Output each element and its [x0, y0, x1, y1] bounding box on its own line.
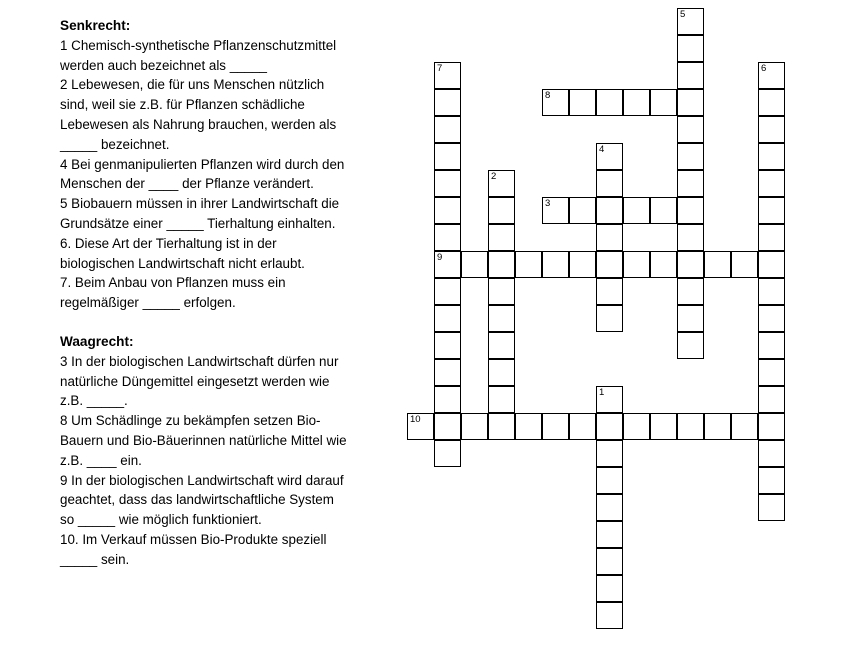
across-clue-9: 9 In der biologischen Landwirtschaft wird darauf geachtet, dass das landwirtschaftliche System so _____ wie möglich funktioniert. [60, 472, 344, 528]
grid-cell[interactable] [596, 197, 623, 224]
grid-cell[interactable] [542, 89, 569, 116]
grid-cell[interactable] [596, 386, 623, 413]
grid-cell[interactable] [488, 251, 515, 278]
grid-cell[interactable] [758, 116, 785, 143]
grid-cell[interactable] [515, 251, 542, 278]
across-heading: Waagrecht: [60, 333, 134, 349]
down-clue-7: 7. Beim Anbau von Pflanzen muss ein regelmäßiger _____ erfolgen. [60, 275, 286, 311]
grid-cell[interactable] [677, 170, 704, 197]
grid-cell[interactable] [623, 413, 650, 440]
grid-cell[interactable] [488, 305, 515, 332]
grid-cell[interactable] [434, 386, 461, 413]
grid-cell[interactable] [434, 89, 461, 116]
grid-cell[interactable] [434, 413, 461, 440]
grid-cell[interactable] [677, 89, 704, 116]
clue-number: 7 [437, 63, 443, 74]
across-clue-8: 8 Um Schädlinge zu bekämpfen setzen Bio- Bauern und Bio-Bäuerinnen natürliche Mittel wie z.B. ____ ein. [60, 413, 347, 468]
grid-cell[interactable] [542, 413, 569, 440]
down-clue-1: 1 Chemisch-synthetische Pflanzenschutzmittel werden auch bezeichnet als _____ [60, 37, 337, 73]
grid-cell[interactable] [488, 197, 515, 224]
grid-cell[interactable] [434, 332, 461, 359]
grid-cell[interactable] [488, 413, 515, 440]
clue-number: 3 [545, 198, 551, 209]
grid-cell[interactable] [434, 251, 461, 278]
grid-cell[interactable] [569, 251, 596, 278]
down-heading: Senkrecht: [60, 18, 131, 33]
grid-cell[interactable] [596, 224, 623, 251]
grid-cell[interactable] [434, 170, 461, 197]
down-clue-5: 5 Biobauern müssen in ihrer Landwirtschaft die Grundsätze einer _____ Tierhaltung einhalten. [60, 196, 340, 231]
grid-cell[interactable] [758, 359, 785, 386]
clue-number: 9 [437, 252, 443, 263]
grid-cell[interactable] [461, 413, 488, 440]
clue-number: 10 [410, 414, 421, 425]
grid-cell[interactable] [434, 143, 461, 170]
grid-cell[interactable] [596, 548, 623, 575]
grid-cell[interactable] [677, 116, 704, 143]
grid-cell[interactable] [650, 89, 677, 116]
grid-cell[interactable] [677, 251, 704, 278]
grid-cell[interactable] [677, 197, 704, 224]
grid-cell[interactable] [434, 116, 461, 143]
grid-cell[interactable] [596, 575, 623, 602]
grid-cell[interactable] [434, 440, 461, 467]
grid-cell[interactable] [650, 251, 677, 278]
grid-cell[interactable] [623, 89, 650, 116]
grid-cell[interactable] [596, 143, 623, 170]
grid-cell[interactable] [488, 224, 515, 251]
grid-cell[interactable] [731, 413, 758, 440]
clue-number: 4 [599, 144, 605, 155]
grid-cell[interactable] [434, 359, 461, 386]
grid-cell[interactable] [434, 62, 461, 89]
grid-cell[interactable] [596, 467, 623, 494]
down-clue-6: 6. Diese Art der Tierhaltung ist in der biologischen Landwirtschaft nicht erlaubt. [60, 235, 305, 271]
grid-cell[interactable] [758, 413, 785, 440]
grid-cell[interactable] [758, 386, 785, 413]
grid-cell[interactable] [569, 413, 596, 440]
grid-cell[interactable] [407, 413, 434, 440]
grid-cell[interactable] [650, 197, 677, 224]
grid-cell[interactable] [758, 89, 785, 116]
grid-cell[interactable] [758, 440, 785, 467]
grid-cell[interactable] [677, 35, 704, 62]
grid-cell[interactable] [704, 413, 731, 440]
clue-number: 8 [545, 90, 551, 101]
grid-cell[interactable] [569, 197, 596, 224]
grid-cell[interactable] [596, 602, 623, 629]
grid-cell[interactable] [677, 8, 704, 35]
grid-cell[interactable] [704, 251, 731, 278]
grid-cell[interactable] [542, 197, 569, 224]
grid-cell[interactable] [758, 467, 785, 494]
grid-cell[interactable] [677, 224, 704, 251]
grid-cell[interactable] [623, 197, 650, 224]
grid-cell[interactable] [758, 332, 785, 359]
across-clue-10: 10. Im Verkauf müssen Bio-Produkte speziell _____ sein. [60, 531, 327, 567]
grid-cell[interactable] [758, 143, 785, 170]
grid-cell[interactable] [596, 440, 623, 467]
grid-cell[interactable] [515, 413, 542, 440]
grid-cell[interactable] [488, 278, 515, 305]
grid-cell[interactable] [461, 251, 488, 278]
grid-cell[interactable] [677, 143, 704, 170]
clue-number: 6 [761, 63, 767, 74]
grid-cell[interactable] [434, 305, 461, 332]
grid-cell[interactable] [542, 251, 569, 278]
grid-cell[interactable] [488, 359, 515, 386]
down-clue-4: 4 Bei genmanipulierten Pflanzen wird durch den Menschen der ____ der Pflanze verändert. [60, 156, 345, 192]
grid-cell[interactable] [758, 494, 785, 521]
grid-cell[interactable] [488, 170, 515, 197]
grid-cell[interactable] [758, 62, 785, 89]
grid-cell[interactable] [758, 251, 785, 278]
grid-cell[interactable] [677, 62, 704, 89]
across-clue-3: 3 In der biologischen Landwirtschaft dürfen nur natürliche Düngemittel eingesetzt werden wie z.B. _____. [60, 353, 339, 409]
grid-cell[interactable] [596, 521, 623, 548]
grid-cell[interactable] [569, 89, 596, 116]
grid-cell[interactable] [758, 197, 785, 224]
grid-cell[interactable] [596, 170, 623, 197]
grid-cell[interactable] [434, 197, 461, 224]
clue-number: 5 [680, 9, 686, 20]
grid-cell[interactable] [623, 251, 650, 278]
clue-number: 1 [599, 387, 605, 398]
grid-cell[interactable] [677, 278, 704, 305]
grid-cell[interactable] [596, 278, 623, 305]
grid-cell[interactable] [596, 413, 623, 440]
grid-cell[interactable] [758, 305, 785, 332]
grid-cell[interactable] [434, 224, 461, 251]
down-clue-2: 2 Lebewesen, die für uns Menschen nützlich sind, weil sie z.B. für Pflanzen schädliche Lebewesen als Nahrung brauchen, werden als _____ bezeichnet. [60, 77, 337, 152]
grid-cell[interactable] [488, 332, 515, 359]
grid-cell[interactable] [596, 305, 623, 332]
grid-cell[interactable] [596, 89, 623, 116]
grid-cell[interactable] [596, 251, 623, 278]
grid-cell[interactable] [650, 413, 677, 440]
grid-cell[interactable] [758, 170, 785, 197]
grid-cell[interactable] [731, 251, 758, 278]
grid-cell[interactable] [434, 278, 461, 305]
grid-cell[interactable] [677, 305, 704, 332]
grid-cell[interactable] [488, 386, 515, 413]
grid-cell[interactable] [758, 224, 785, 251]
grid-cell[interactable] [677, 413, 704, 440]
clue-number: 2 [491, 171, 497, 182]
grid-cell[interactable] [758, 278, 785, 305]
grid-cell[interactable] [596, 494, 623, 521]
grid-cell[interactable] [677, 332, 704, 359]
